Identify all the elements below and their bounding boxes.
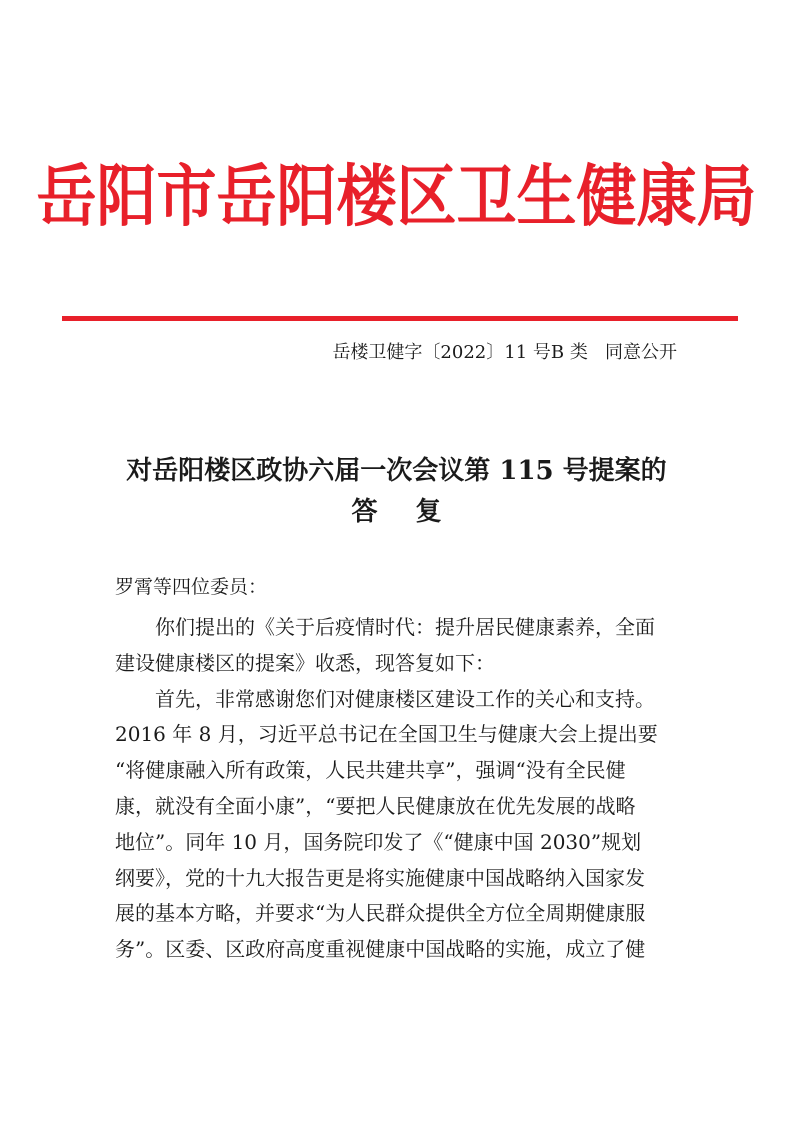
body-line: 康，就没有全面小康”，“要把人民健康放在优先发展的战略 xyxy=(115,793,636,818)
body-line: 展的基本方略，并要求“为人民群众提供全方位全周期健康服 xyxy=(115,901,646,926)
red-divider xyxy=(62,316,738,321)
document-title-line-1: 对岳阳楼区政协六届一次会议第 115 号提案的 xyxy=(126,456,667,486)
document-number: 岳楼卫健字〔2022〕11 号B 类 同意公开 xyxy=(332,342,677,363)
body-line: 2016 年 8 月，习近平总书记在全国卫生与健康大会上提出要 xyxy=(115,722,658,747)
salutation: 罗霄等四位委员： xyxy=(115,576,268,598)
body-line: 地位”。同年 10 月，国务院印发了《“健康中国 2030”规划 xyxy=(115,829,642,854)
body-text xyxy=(115,610,681,968)
issuer-header: 岳阳市岳阳楼区卫生健康局 xyxy=(36,157,757,237)
body-line: “将健康融入所有政策，人民共建共享”，强调“没有全民健 xyxy=(115,758,626,783)
body-line: 首先，非常感谢您们对健康楼区建设工作的关心和支持。 xyxy=(115,686,655,711)
body-line: 纲要》，党的十九大报告更是将实施健康中国战略纳入国家发 xyxy=(115,865,645,890)
document-title-line-2: 答复 xyxy=(351,497,480,527)
body-line: 你们提出的《关于后疫情时代：提升居民健康素养，全面 xyxy=(115,615,655,639)
body-line: 建设健康楼区的提案》收悉，现答复如下： xyxy=(115,650,495,675)
body-line: 务”。区委、区政府高度重视健康中国战略的实施，成立了健 xyxy=(115,937,646,962)
